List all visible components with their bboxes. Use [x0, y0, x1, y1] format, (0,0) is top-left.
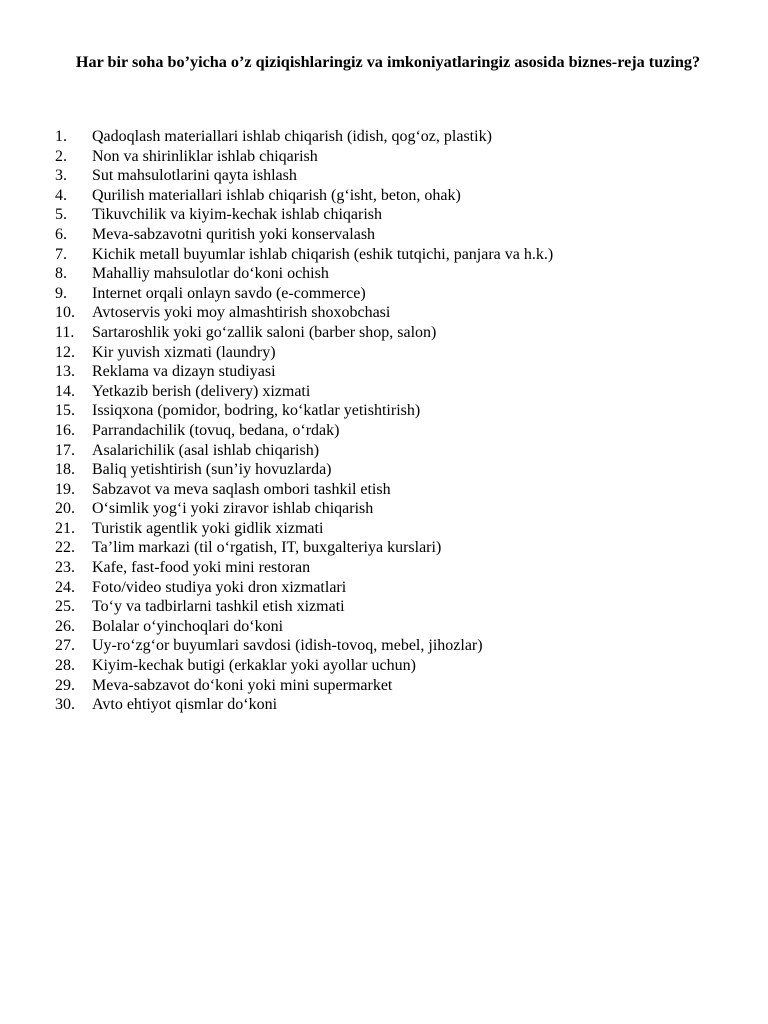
business-topics-list — [55, 127, 553, 715]
list-item-text: Sabzavot va meva saqlash ombori tashkil etish — [92, 480, 391, 498]
list-item-text: Baliq yetishtirish (sun’iy hovuzlarda) — [92, 461, 332, 479]
list-item-number: 2. — [55, 147, 67, 165]
list-item-number: 26. — [55, 617, 75, 635]
list-item — [55, 480, 553, 500]
list-item — [55, 205, 553, 225]
list-item-text: Qurilish materiallari ishlab chiqarish (g‘isht, beton, ohak) — [92, 186, 461, 204]
list-item-number: 24. — [55, 578, 75, 596]
list-item-number: 21. — [55, 519, 75, 537]
list-item — [55, 323, 553, 343]
list-item-text: Kafe, fast-food yoki mini restoran — [92, 559, 311, 577]
list-item-text: Kiyim-kechak butigi (erkaklar yoki ayollar uchun) — [92, 657, 416, 675]
list-item-number: 7. — [55, 245, 67, 263]
list-item — [55, 538, 553, 558]
list-item-number: 8. — [55, 265, 67, 283]
list-item-text: Tikuvchilik va kiyim-kechak ishlab chiqarish — [92, 206, 383, 224]
list-item-number: 23. — [55, 559, 75, 577]
list-item — [55, 284, 553, 304]
list-item-text: To‘y va tadbirlarni tashkil etish xizmati — [92, 598, 345, 616]
list-item-number: 5. — [55, 206, 67, 224]
list-item-text: Reklama va dizayn studiyasi — [92, 363, 276, 381]
list-item-text: Kichik metall buyumlar ishlab chiqarish (eshik tutqichi, panjara va h.k.) — [92, 245, 554, 263]
list-item-text: O‘simlik yog‘i yoki ziravor ishlab chiqarish — [92, 500, 374, 518]
list-item — [55, 617, 553, 637]
list-item-text: Ta’lim markazi (til o‘rgatish, IT, buxgalteriya kurslari) — [92, 539, 442, 557]
list-item-text: Sartaroshlik yoki go‘zallik saloni (barber shop, salon) — [92, 323, 437, 341]
list-item-number: 17. — [55, 441, 75, 459]
list-item — [55, 519, 553, 539]
list-item-text: Mahalliy mahsulotlar do‘koni ochish — [92, 265, 329, 283]
list-item — [55, 166, 553, 186]
list-item-number: 16. — [55, 421, 75, 439]
list-item-number: 14. — [55, 382, 75, 400]
list-item — [55, 441, 553, 461]
list-item — [55, 460, 553, 480]
list-item — [55, 676, 553, 696]
list-item-text: Yetkazib berish (delivery) xizmati — [92, 382, 311, 400]
list-item-text: Turistik agentlik yoki gidlik xizmati — [92, 519, 324, 537]
list-item-number: 11. — [55, 323, 75, 341]
list-item — [55, 245, 553, 265]
list-item-text: Kir yuvish xizmati (laundry) — [92, 343, 276, 361]
list-item-text: Qadoqlash materiallari ishlab chiqarish (idish, qog‘oz, plastik) — [92, 128, 492, 145]
list-item-text: Issiqxona (pomidor, bodring, ko‘katlar yetishtirish) — [92, 402, 421, 420]
list-item — [55, 127, 553, 147]
list-item — [55, 362, 553, 382]
list-item-number: 10. — [55, 304, 75, 322]
list-item-number: 3. — [55, 167, 67, 185]
list-item — [55, 382, 553, 402]
list-item-text: Parrandachilik (tovuq, bedana, o‘rdak) — [92, 421, 340, 439]
list-item — [55, 695, 553, 715]
list-item — [55, 303, 553, 323]
list-item-number: 12. — [55, 343, 75, 361]
list-item — [55, 421, 553, 441]
list-item — [55, 186, 553, 206]
list-item — [55, 225, 553, 245]
list-item-number: 27. — [55, 637, 75, 655]
document-heading: Har bir soha bo’yicha o’z qiziqishlaringiz va imkoniyatlaringiz asosida biznes-reja tuzing? — [75, 53, 701, 71]
list-item-number: 22. — [55, 539, 75, 557]
list-item-number: 19. — [55, 480, 75, 498]
list-item-text: Bolalar o‘yinchoqlari do‘koni — [92, 617, 284, 635]
list-item-number: 20. — [55, 500, 75, 518]
list-item-number: 15. — [55, 402, 75, 420]
list-item — [55, 343, 553, 363]
list-item-text: Internet orqali onlayn savdo (e-commerce) — [92, 284, 366, 302]
list-item — [55, 499, 553, 519]
list-item-text: Avto ehtiyot qismlar do‘koni — [92, 696, 278, 714]
list-item-text: Uy-ro‘zg‘or buyumlari savdosi (idish-tovoq, mebel, jihozlar) — [92, 637, 483, 655]
list-item-number: 30. — [55, 696, 75, 714]
list-item-number: 13. — [55, 363, 75, 381]
list-item-number: 6. — [55, 225, 67, 243]
list-item-text: Foto/video studiya yoki dron xizmatlari — [92, 578, 347, 596]
list-item-number: 29. — [55, 676, 75, 694]
list-item-number: 25. — [55, 598, 75, 616]
list-item — [55, 636, 553, 656]
list-item — [55, 578, 553, 598]
list-item-number: 9. — [55, 284, 67, 302]
list-item-text: Sut mahsulotlarini qayta ishlash — [92, 167, 297, 185]
list-item-number: 1. — [55, 128, 67, 145]
list-item — [55, 401, 553, 421]
list-item-text: Asalarichilik (asal ishlab chiqarish) — [92, 441, 320, 459]
list-item — [55, 597, 553, 617]
list-item — [55, 147, 553, 167]
list-item-text: Meva-sabzavot do‘koni yoki mini supermarket — [92, 676, 393, 694]
list-item — [55, 656, 553, 676]
list-item-text: Avtoservis yoki moy almashtirish shoxobchasi — [92, 304, 391, 322]
list-item-text: Non va shirinliklar ishlab chiqarish — [92, 147, 318, 165]
list-item-number: 4. — [55, 186, 67, 204]
list-item — [55, 264, 553, 284]
list-item-number: 18. — [55, 461, 75, 479]
list-item — [55, 558, 553, 578]
list-item-number: 28. — [55, 657, 75, 675]
list-item-text: Meva-sabzavotni quritish yoki konservalash — [92, 225, 376, 243]
